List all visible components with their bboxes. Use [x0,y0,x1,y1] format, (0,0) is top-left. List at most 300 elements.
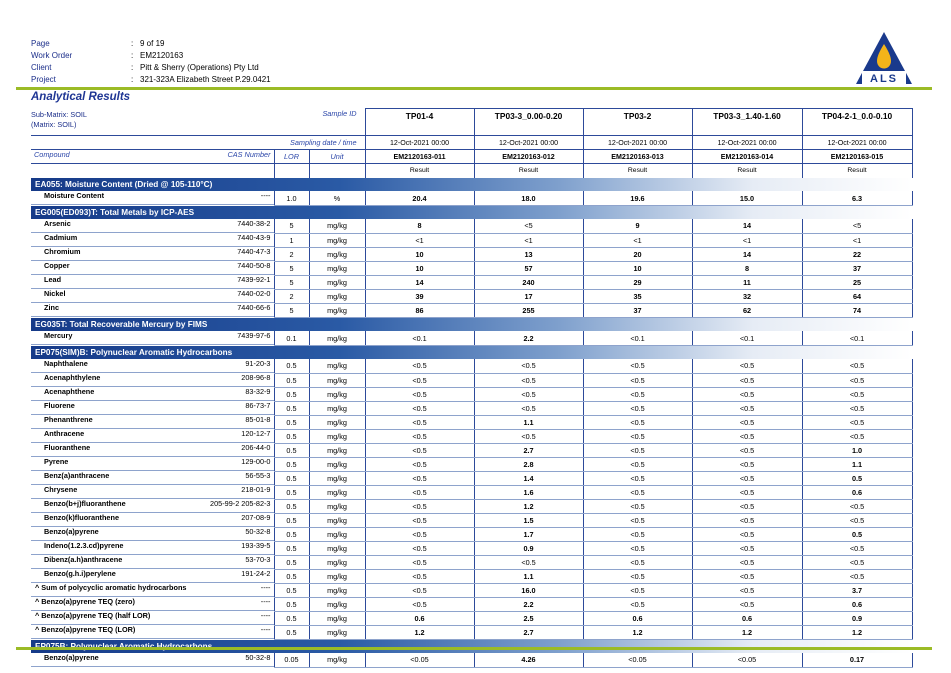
compound-cell [31,289,274,303]
header-page-row [31,38,271,50]
result-cell: 17 [474,289,583,303]
cas-number: ---- [260,191,271,200]
result-cell: <0.1 [583,331,692,346]
cas-number: 7440-50-8 [237,261,271,270]
result-cell: <0.5 [583,373,692,387]
result-cell: <0.5 [365,387,474,401]
table-row [31,331,912,346]
result-cell: <0.5 [692,541,802,555]
result-cell: 255 [474,303,583,318]
result-cell: <0.5 [365,429,474,443]
result-cell: <0.5 [583,457,692,471]
blank [31,164,274,178]
unit-cell: mg/kg [309,527,365,541]
table-row [31,541,912,555]
table-row [31,275,912,289]
cas-number: 7440-38-2 [237,219,271,228]
cas-number: 7440-66-6 [237,303,271,312]
compound-cell [31,415,274,429]
result-cell: <0.5 [583,359,692,373]
cas-number: 205-99-2 205-82-3 [210,499,271,508]
result-cell: <0.5 [474,555,583,569]
result-cell: 1.2 [365,625,474,640]
result-cell: 0.17 [802,653,912,667]
cas-number: 53-70-3 [245,555,271,564]
section-title: EG005(ED093)T: Total Metals by ICP-AES [31,206,912,220]
table-row [31,485,912,499]
lor-cell: 0.05 [274,653,309,667]
cas-number: 207-08-9 [241,513,271,522]
result-cell: <0.5 [692,597,802,611]
compound-cell [31,359,274,373]
result-label-row [31,164,912,178]
lab-id-4: EM2120163-014 [692,150,802,164]
result-cell: <0.5 [802,415,912,429]
result-cell: <0.5 [365,373,474,387]
sample-date-4: 12-Oct-2021 00:00 [692,136,802,150]
table-row [31,373,912,387]
compound-name: Fluoranthene [44,443,91,452]
result-cell: <0.5 [692,429,802,443]
unit-cell: mg/kg [309,415,365,429]
result-cell: <0.5 [802,401,912,415]
result-cell: 10 [365,247,474,261]
cas-number: 208-96-8 [241,373,271,382]
compound-name: Acenaphthylene [44,373,101,382]
result-cell: <0.5 [802,373,912,387]
cas-number: 50-32-8 [245,527,271,536]
cas-number: 191-24-2 [241,569,271,578]
cas-number: 7440-43-9 [237,233,271,242]
result-cell: <0.5 [474,387,583,401]
result-cell: <0.5 [365,513,474,527]
lab-id-5: EM2120163-015 [802,150,912,164]
compound-name: Phenanthrene [44,415,93,424]
result-cell: <0.5 [365,569,474,583]
result-cell: 1.0 [802,443,912,457]
result-cell: 6.3 [802,191,912,206]
compound-cell [31,499,274,513]
compound-name: Chrysene [44,485,78,494]
result-cell: 86 [365,303,474,318]
cas-number: 91-20-3 [245,359,271,368]
table-row [31,401,912,415]
result-cell: 4.26 [474,653,583,667]
unit-cell: mg/kg [309,401,365,415]
spacer [365,122,474,136]
result-cell: 35 [583,289,692,303]
table-row [31,233,912,247]
result-cell: <0.5 [692,415,802,429]
lab-id-1: EM2120163-011 [365,150,474,164]
result-cell: <0.5 [583,555,692,569]
result-cell: <0.5 [692,499,802,513]
unit-cell: mg/kg [309,499,365,513]
compound-cell [31,457,274,471]
table-row [31,289,912,303]
unit-cell: mg/kg [309,611,365,625]
unit-cell: mg/kg [309,373,365,387]
table-row [31,261,912,275]
result-cell: <0.05 [365,653,474,667]
colon: : [131,51,134,60]
result-cell: 10 [365,261,474,275]
als-logo [853,30,915,88]
unit-cell: mg/kg [309,331,365,346]
sample-date-2: 12-Oct-2021 00:00 [474,136,583,150]
result-cell: <0.5 [474,373,583,387]
report-header [31,38,271,86]
result-label-1: Result [365,164,474,178]
result-cell: <0.5 [365,583,474,597]
unit-cell: mg/kg [309,555,365,569]
table-row [31,359,912,373]
result-cell: <0.5 [365,485,474,499]
result-cell: <0.5 [583,443,692,457]
result-cell: 1.2 [692,625,802,640]
result-cell: <0.05 [692,653,802,667]
page-value: 9 of 19 [140,39,165,48]
result-cell: 2.5 [474,611,583,625]
result-cell: <0.5 [802,387,912,401]
table-row [31,219,912,233]
result-cell: <0.1 [802,331,912,346]
unit-cell: mg/kg [309,387,365,401]
lor-cell: 2 [274,289,309,303]
section-header [31,178,912,192]
section-title: EA055: Moisture Content (Dried @ 105-110°C) [31,178,912,192]
table-row [31,303,912,318]
compound-name: Benzo(a)pyrene [44,527,99,536]
section-header [31,346,912,360]
result-cell: 1.2 [802,625,912,640]
unit-cell: mg/kg [309,597,365,611]
compound-name: Benzo(g.h.i)perylene [44,569,116,578]
result-cell: 18.0 [474,191,583,206]
cas-number: 83-32-9 [245,387,271,396]
unit-header: Unit [309,150,365,164]
sample-id-5: TP04-2-1_0.0-0.10 [802,109,912,123]
result-cell: <1 [802,233,912,247]
unit-cell: mg/kg [309,359,365,373]
cas-number: 56-55-3 [245,471,271,480]
result-cell: 1.5 [474,513,583,527]
blank [274,164,309,178]
unit-cell: mg/kg [309,457,365,471]
compound-cell [31,331,274,345]
compound-cell [31,303,274,317]
result-cell: 15.0 [692,191,802,206]
lor-cell: 0.5 [274,513,309,527]
compound-name: Benzo(k)fluoranthene [44,513,119,522]
sample-date-1: 12-Oct-2021 00:00 [365,136,474,150]
unit-cell: % [309,191,365,206]
result-label-4: Result [692,164,802,178]
result-cell: <0.5 [583,471,692,485]
compound-name: ^ Benzo(a)pyrene TEQ (LOR) [35,625,136,634]
result-cell: 16.0 [474,583,583,597]
compound-cell [31,429,274,443]
lor-cell: 0.5 [274,457,309,471]
result-cell: <0.5 [692,485,802,499]
unit-cell: mg/kg [309,275,365,289]
compound-cell [31,653,274,667]
result-cell: 29 [583,275,692,289]
result-cell: 1.7 [474,527,583,541]
compound-cell [31,513,274,527]
table-row [31,471,912,485]
header-client-row [31,62,271,74]
cas-number: 7440-02-0 [237,289,271,298]
result-cell: <0.5 [692,359,802,373]
result-cell: 0.6 [365,611,474,625]
lor-cell: 0.5 [274,541,309,555]
colon: : [131,39,134,48]
lor-cell: 2 [274,247,309,261]
matrix-cell [31,109,274,136]
compound-name: Benzo(b+j)fluoranthene [44,499,126,508]
result-cell: <0.5 [583,541,692,555]
sample-id-3: TP03-2 [583,109,692,123]
compound-name: Naphthalene [44,359,88,368]
lor-header: LOR [274,150,309,164]
result-cell: <0.5 [802,555,912,569]
compound-cell [31,583,274,597]
sampling-date-label: Sampling date / time [289,138,357,147]
result-label-5: Result [802,164,912,178]
spacer [274,122,365,136]
cas-number: ---- [260,597,271,606]
result-cell: <1 [583,233,692,247]
compound-name: Acenaphthene [44,387,95,396]
result-cell: 22 [802,247,912,261]
unit-cell: mg/kg [309,233,365,247]
result-cell: 62 [692,303,802,318]
result-cell: <0.5 [802,429,912,443]
result-cell: <0.5 [802,569,912,583]
project-value: 321-323A Elizabeth Street P.29.0421 [140,75,271,84]
result-cell: <0.5 [583,513,692,527]
lor-cell: 0.5 [274,597,309,611]
lor-cell: 5 [274,303,309,318]
result-cell: <0.5 [583,387,692,401]
compound-name: Zinc [44,303,59,312]
result-cell: 8 [365,219,474,233]
result-cell: 20 [583,247,692,261]
cas-number: 206-44-0 [241,443,271,452]
result-cell: 2.2 [474,331,583,346]
result-cell: 37 [583,303,692,318]
results-table [31,108,913,668]
result-cell: <0.5 [365,499,474,513]
unit-cell: mg/kg [309,513,365,527]
compound-cas-header [31,150,274,163]
spacer [583,122,692,136]
unit-cell: mg/kg [309,583,365,597]
result-cell: <0.5 [474,359,583,373]
cas-header: CAS Number [227,150,271,159]
section-header [31,318,912,332]
result-cell: <0.5 [583,415,692,429]
header-project-row [31,74,271,86]
section-title: EP075(SIM)B: Polynuclear Aromatic Hydrocarbons [31,346,912,360]
page-title: Analytical Results [31,91,131,103]
cas-number: 50-32-8 [245,653,271,662]
unit-cell: mg/kg [309,429,365,443]
result-cell: <1 [692,233,802,247]
table-row [31,499,912,513]
blank [31,136,274,150]
spacer [692,122,802,136]
result-label-2: Result [474,164,583,178]
lor-cell: 0.1 [274,331,309,346]
result-cell: <0.5 [583,583,692,597]
lor-cell: 0.5 [274,499,309,513]
compound-cell [31,471,274,485]
result-cell: 1.4 [474,471,583,485]
compound-cell [31,485,274,499]
unit-cell: mg/kg [309,261,365,275]
compound-cell [31,401,274,415]
unit-cell: mg/kg [309,471,365,485]
result-cell: 20.4 [365,191,474,206]
result-cell: <0.1 [365,331,474,346]
unit-cell: mg/kg [309,625,365,640]
lor-cell: 0.5 [274,583,309,597]
unit-cell: mg/kg [309,443,365,457]
table-row [31,443,912,457]
cas-number: ---- [260,583,271,592]
table-row [31,191,912,206]
result-cell: 0.6 [583,611,692,625]
compound-name: Pyrene [44,457,69,466]
result-cell: <0.5 [692,443,802,457]
compound-name: ^ Sum of polycyclic aromatic hydrocarbons [35,583,187,592]
compound-cell [31,191,274,205]
result-cell: <0.5 [365,443,474,457]
result-cell: 1.1 [474,415,583,429]
result-cell: 1.2 [583,625,692,640]
sample-id-label: Sample ID [322,108,357,118]
result-cell: <0.5 [802,359,912,373]
lor-cell: 0.5 [274,527,309,541]
cas-number: 218-01-9 [241,485,271,494]
result-cell: <5 [802,219,912,233]
result-cell: <0.5 [583,527,692,541]
sub-matrix-label: Sub-Matrix: SOIL [31,109,87,119]
result-label-3: Result [583,164,692,178]
colon: : [131,75,134,84]
compound-cell [31,541,274,555]
compound-cell [31,373,274,387]
header-divider [16,87,932,90]
result-cell: 37 [802,261,912,275]
result-cell: 0.5 [802,527,912,541]
unit-cell: mg/kg [309,219,365,233]
cas-number: 86-73-7 [245,401,271,410]
result-cell: 8 [692,261,802,275]
result-cell: 19.6 [583,191,692,206]
compound-header: Compound [34,150,70,159]
compound-name: Fluorene [44,401,75,410]
result-cell: 25 [802,275,912,289]
lor-cell: 0.5 [274,625,309,640]
sample-id-1: TP01-4 [365,109,474,123]
compound-cell [31,219,274,233]
header-work-order-row [31,50,271,62]
lor-cell: 0.5 [274,569,309,583]
cas-number: 193-39-5 [241,541,271,550]
cas-number: 7440-47-3 [237,247,271,256]
compound-name: ^ Benzo(a)pyrene TEQ (half LOR) [35,611,151,620]
lor-cell: 0.5 [274,373,309,387]
matrix-label: (Matrix: SOIL) [31,119,77,129]
compound-name: Lead [44,275,62,284]
result-cell: 39 [365,289,474,303]
table-row [31,429,912,443]
result-cell: 1.6 [474,485,583,499]
unit-cell: mg/kg [309,653,365,667]
result-cell: <0.05 [583,653,692,667]
table-row [31,415,912,429]
logo-text: ALS [870,73,898,85]
result-cell: 9 [583,219,692,233]
result-cell: <0.5 [583,401,692,415]
result-cell: <5 [474,219,583,233]
result-cell: 0.6 [802,597,912,611]
result-cell: 1.2 [474,499,583,513]
result-cell: 13 [474,247,583,261]
result-cell: 240 [474,275,583,289]
sample-date-5: 12-Oct-2021 00:00 [802,136,912,150]
result-cell: <0.5 [365,471,474,485]
result-cell: <0.5 [802,499,912,513]
work-order-label: Work Order [31,51,73,60]
result-cell: 0.5 [802,471,912,485]
result-cell: 2.7 [474,443,583,457]
colon: : [131,63,134,72]
result-cell: 1.1 [802,457,912,471]
result-cell: 57 [474,261,583,275]
page-label: Page [31,39,50,48]
client-label: Client [31,63,52,72]
compound-name: Chromium [44,247,81,256]
table-row [31,513,912,527]
result-cell: <0.5 [692,457,802,471]
result-cell: 2.8 [474,457,583,471]
lor-cell: 0.5 [274,471,309,485]
lor-cell: 1 [274,233,309,247]
lor-cell: 0.5 [274,443,309,457]
result-cell: <0.5 [692,527,802,541]
compound-cell [31,611,274,625]
result-cell: <0.5 [692,513,802,527]
compound-name: Benz(a)anthracene [44,471,110,480]
result-cell: 14 [692,219,802,233]
result-cell: 1.1 [474,569,583,583]
compound-name: Anthracene [44,429,85,438]
work-order-value: EM2120163 [140,51,184,60]
result-cell: <0.5 [474,429,583,443]
compound-cell [31,233,274,247]
table-row [31,625,912,640]
cas-number: ---- [260,611,271,620]
compound-cell [31,597,274,611]
compound-name: Indeno(1.2.3.cd)pyrene [44,541,124,550]
lor-cell: 0.5 [274,485,309,499]
lab-id-3: EM2120163-013 [583,150,692,164]
cas-number: 7439-92-1 [237,275,271,284]
